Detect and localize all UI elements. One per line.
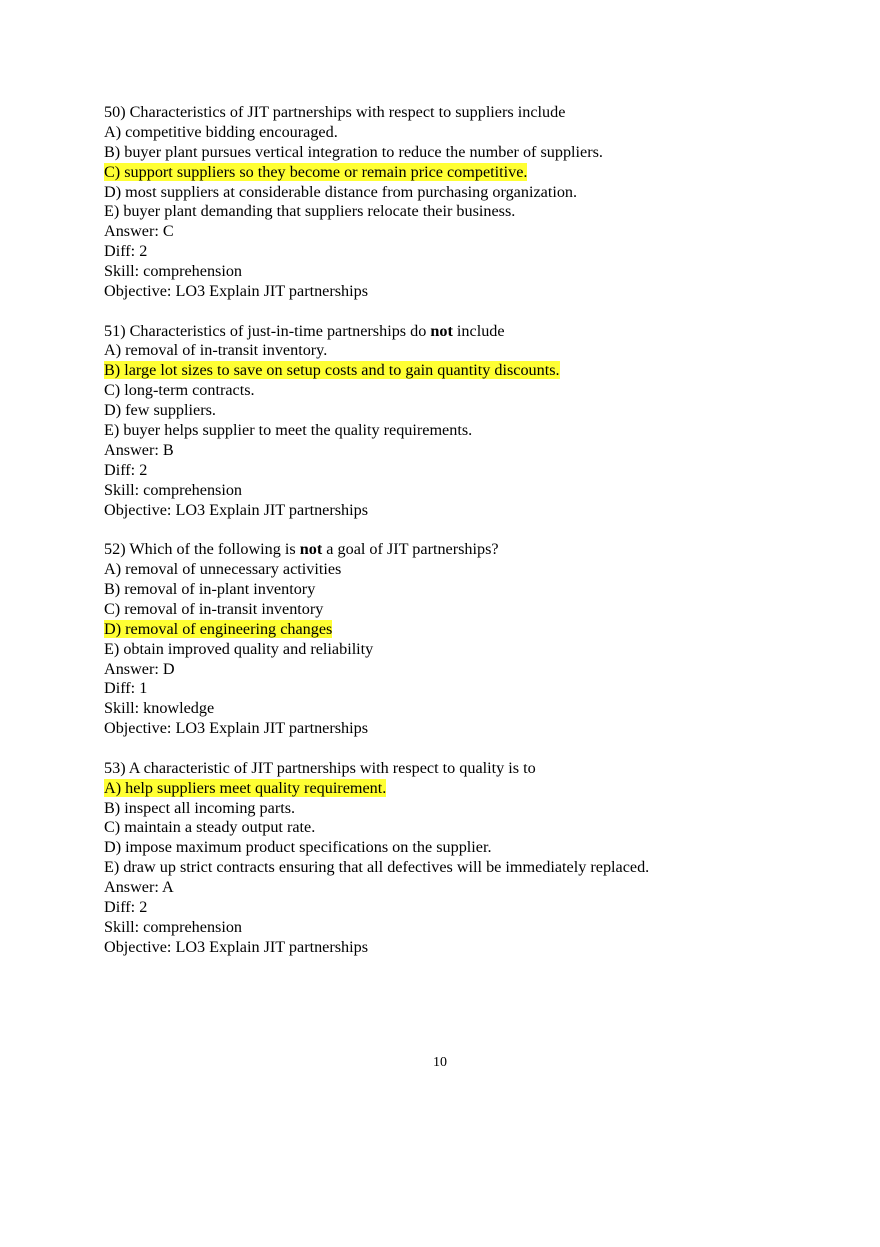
stem-text: 51) Characteristics of just-in-time partnerships do xyxy=(104,321,431,340)
option-b xyxy=(104,143,804,163)
option-c xyxy=(104,818,804,838)
stem-emphasis: not xyxy=(430,321,453,340)
question-stem xyxy=(104,103,804,123)
highlighted-answer-option: D) removal of engineering changes xyxy=(104,619,333,638)
option-text: E) buyer plant demanding that suppliers relocate their business. xyxy=(104,202,516,221)
stem-emphasis: not xyxy=(299,540,323,559)
skill-line: Skill: comprehension xyxy=(104,262,243,281)
option-text: B) inspect all incoming parts. xyxy=(104,798,296,817)
option-text: D) impose maximum product specifications on the supplier. xyxy=(104,838,492,857)
skill-line: Skill: knowledge xyxy=(104,699,215,718)
skill-line: Skill: comprehension xyxy=(104,917,243,936)
option-e xyxy=(104,421,804,441)
question-list xyxy=(104,103,804,977)
option-text: B) removal of in-plant inventory xyxy=(104,579,316,598)
question-stem xyxy=(104,540,804,560)
stem-text: 50) Characteristics of JIT partnerships with respect to suppliers include xyxy=(104,103,566,121)
option-c xyxy=(104,381,804,401)
stem-text: 52) Which of the following is xyxy=(104,540,300,559)
option-text: C) long-term contracts. xyxy=(104,381,255,400)
objective-line: Objective: LO3 Explain JIT partnerships xyxy=(104,500,369,519)
answer-line: Answer: C xyxy=(104,222,174,241)
option-a xyxy=(104,560,804,580)
difficulty-line: Diff: 1 xyxy=(104,679,148,698)
option-text: E) buyer helps supplier to meet the quality requirements. xyxy=(104,421,473,440)
stem-text: a goal of JIT partnerships? xyxy=(322,540,499,559)
option-d xyxy=(104,183,804,203)
option-d xyxy=(104,620,804,640)
option-text: A) removal of unnecessary activities xyxy=(104,560,342,579)
option-text: A) competitive bidding encouraged. xyxy=(104,122,338,141)
stem-text: include xyxy=(452,321,505,340)
question-stem xyxy=(104,322,804,342)
question-stem xyxy=(104,759,804,779)
skill-line: Skill: comprehension xyxy=(104,480,243,499)
question-52 xyxy=(104,540,804,739)
answer-line: Answer: A xyxy=(104,878,174,897)
option-text: C) maintain a steady output rate. xyxy=(104,818,316,837)
difficulty-line: Diff: 2 xyxy=(104,898,148,917)
answer-line: Answer: B xyxy=(104,440,174,459)
option-c xyxy=(104,163,804,183)
option-b xyxy=(104,361,804,381)
option-text: C) removal of in-transit inventory xyxy=(104,599,324,618)
option-text: D) few suppliers. xyxy=(104,401,216,420)
option-b xyxy=(104,799,804,819)
objective-line: Objective: LO3 Explain JIT partnerships xyxy=(104,282,369,301)
option-a xyxy=(104,341,804,361)
question-53 xyxy=(104,759,804,958)
option-text: B) buyer plant pursues vertical integration to reduce the number of suppliers. xyxy=(104,142,603,161)
difficulty-line: Diff: 2 xyxy=(104,242,148,261)
option-e xyxy=(104,202,804,222)
option-d xyxy=(104,401,804,421)
highlighted-answer-option: A) help suppliers meet quality requirement. xyxy=(104,778,387,797)
objective-line: Objective: LO3 Explain JIT partnerships xyxy=(104,937,369,956)
question-50 xyxy=(104,103,804,302)
option-text: D) most suppliers at considerable distance from purchasing organization. xyxy=(104,182,578,201)
option-e xyxy=(104,858,804,878)
option-b xyxy=(104,580,804,600)
page-number: 10 xyxy=(433,1055,447,1070)
option-a xyxy=(104,123,804,143)
option-d xyxy=(104,838,804,858)
question-51 xyxy=(104,322,804,521)
objective-line: Objective: LO3 Explain JIT partnerships xyxy=(104,719,369,738)
stem-text: 53) A characteristic of JIT partnerships with respect to quality is to xyxy=(104,758,536,777)
option-text: A) removal of in-transit inventory. xyxy=(104,341,328,360)
option-a xyxy=(104,779,804,799)
option-text: E) draw up strict contracts ensuring that all defectives will be immediately replaced. xyxy=(104,858,650,877)
highlighted-answer-option: B) large lot sizes to save on setup costs and to gain quantity discounts. xyxy=(104,361,560,380)
highlighted-answer-option: C) support suppliers so they become or remain price competitive. xyxy=(104,162,528,181)
difficulty-line: Diff: 2 xyxy=(104,460,148,479)
option-text: E) obtain improved quality and reliability xyxy=(104,639,374,658)
option-e xyxy=(104,640,804,660)
answer-line: Answer: D xyxy=(104,659,175,678)
option-c xyxy=(104,600,804,620)
